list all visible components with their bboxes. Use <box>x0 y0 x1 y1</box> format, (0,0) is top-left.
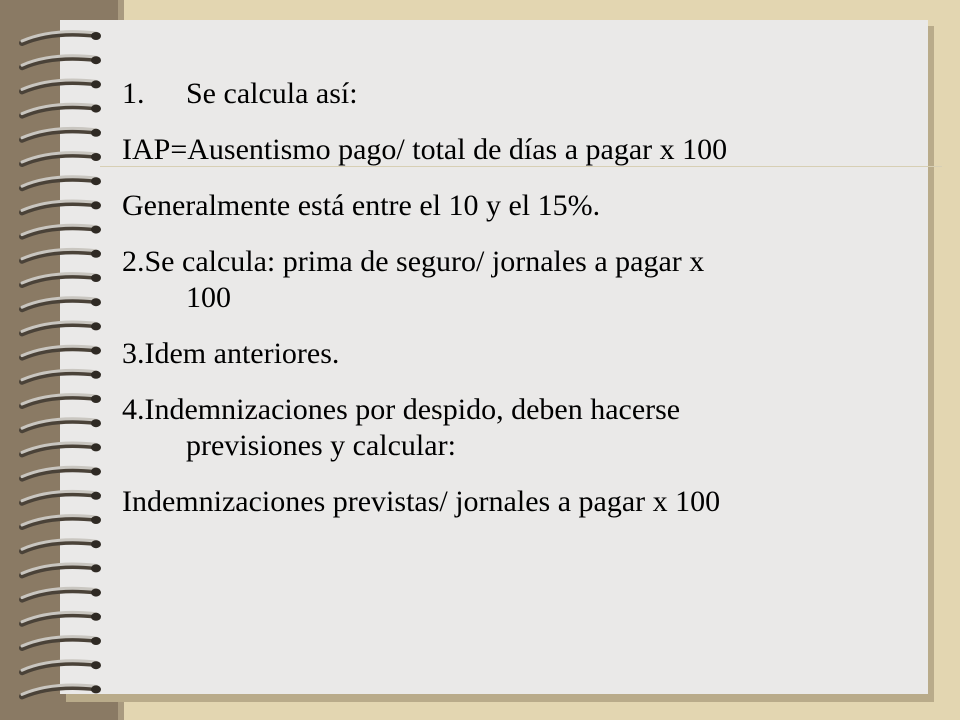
item-4: 4.Indemnizaciones por despido, deben hacerse <box>122 393 681 426</box>
spiral-ring <box>22 128 101 139</box>
spiral-ring <box>22 32 101 43</box>
item-3: 3.Idem anteriores. <box>122 337 340 370</box>
spiral-ring <box>22 443 101 454</box>
item-2-continuation: 100 <box>186 281 231 314</box>
spiral-ring <box>22 104 101 115</box>
spiral-ring <box>22 298 101 309</box>
spiral-ring <box>22 274 101 285</box>
spiral-ring <box>22 467 101 478</box>
item-2: 2.Se calcula: prima de seguro/ jornales a pagar x <box>122 245 705 278</box>
indemnization-formula: Indemnizaciones previstas/ jornales a pagar x 100 <box>122 485 721 518</box>
spiral-ring <box>22 564 101 575</box>
spiral-binding-icon <box>0 0 130 720</box>
spiral-ring <box>22 346 101 357</box>
spiral-ring <box>22 419 101 430</box>
spiral-ring <box>22 80 101 91</box>
spiral-ring <box>22 249 101 260</box>
spiral-ring <box>22 225 101 236</box>
spiral-ring <box>22 177 101 188</box>
spiral-ring <box>22 491 101 502</box>
iap-formula: IAP=Ausentismo pago/ total de días a pagar x 100 <box>122 133 728 166</box>
spiral-ring <box>22 516 101 527</box>
item-1-text: Se calcula así: <box>186 77 358 110</box>
spiral-ring <box>22 56 101 67</box>
spiral-ring <box>22 685 101 696</box>
item-1 <box>122 76 912 112</box>
range-note: Generalmente está entre el 10 y el 15%. <box>122 189 601 222</box>
spiral-ring <box>22 370 101 381</box>
item-1-number: 1. <box>122 77 145 110</box>
spiral-ring <box>22 588 101 599</box>
spiral-ring <box>22 322 101 333</box>
slide-body <box>122 76 912 520</box>
spiral-ring <box>22 612 101 623</box>
spiral-ring <box>22 540 101 551</box>
item-4-continuation: previsiones y calcular: <box>186 429 456 462</box>
spiral-ring <box>22 153 101 164</box>
spiral-ring <box>22 201 101 212</box>
spiral-ring <box>22 637 101 648</box>
spiral-ring <box>22 661 101 672</box>
spiral-ring <box>22 395 101 406</box>
